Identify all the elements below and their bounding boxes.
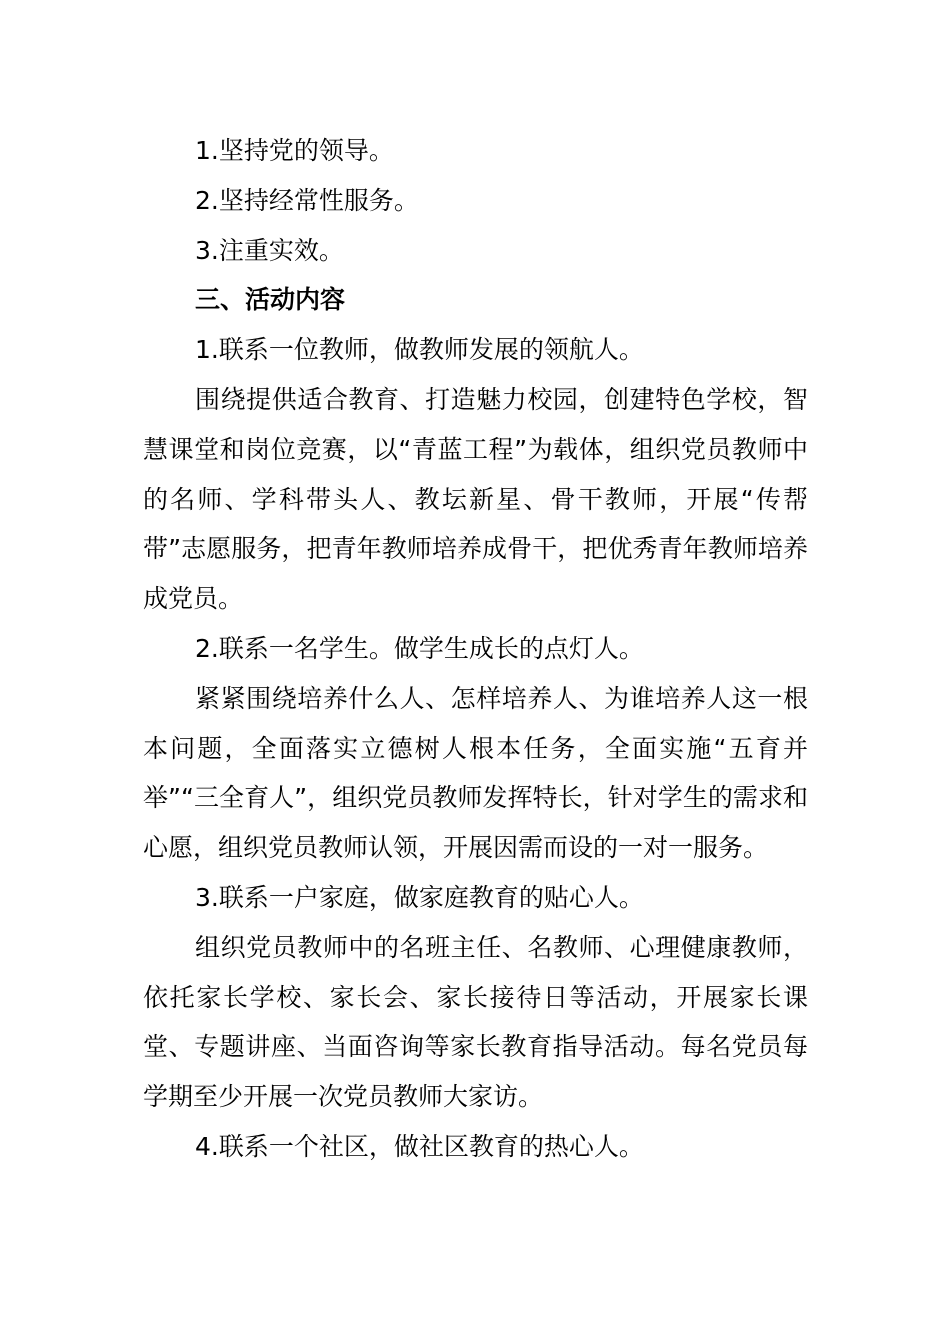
activity-item-1-body: 围绕提供适合教育、打造魅力校园，创建特色学校，智慧课堂和岗位竞赛，以“青蓝工程”为载体，组织党员教师中的名师、学科带头人、教坛新星、骨干教师，开展“传帮带”志愿服务，把青年教师培养成骨干，把优秀青年教师培养成党员。 [143, 384, 808, 614]
activity-item-2-body: 紧紧围绕培养什么人、怎样培养人、为谁培养人这一根本问题，全面落实立德树人根本任务，全面实施“五育并举”“三全育人”，组织党员教师发挥特长，针对学生的需求和心愿，组织党员教师认领，开展因需而设的一对一服务。 [143, 683, 808, 863]
activity-item-3-title: 3.联系一户家庭，做家庭教育的贴心人。 [195, 882, 644, 912]
principle-item-1: 1.坚持党的领导。 [195, 136, 394, 165]
activity-item-2-title: 2.联系一名学生。做学生成长的点灯人。 [195, 633, 644, 663]
activity-item-4-title: 4.联系一个社区，做社区教育的热心人。 [195, 1131, 644, 1161]
document-body [143, 126, 808, 1172]
principle-item-3: 3.注重实效。 [195, 235, 344, 265]
activity-item-1-title: 1.联系一位教师，做教师发展的领航人。 [195, 335, 644, 365]
activity-item-3-body: 组织党员教师中的名班主任、名教师、心理健康教师，依托家长学校、家长会、家长接待日等活动，开展家长课堂、专题讲座、当面咨询等家长教育指导活动。每名党员每学期至少开展一次党员教师大家访。 [143, 932, 808, 1112]
principle-item-2: 2.坚持经常性服务。 [195, 185, 419, 215]
section-heading-activities: 三、活动内容 [195, 285, 346, 315]
